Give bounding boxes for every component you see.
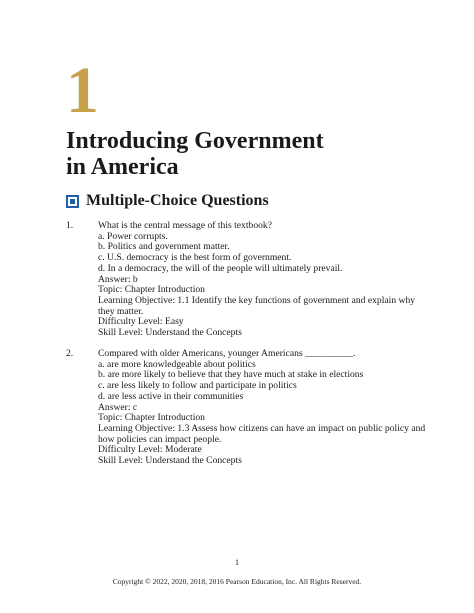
topic: Topic: Chapter Introduction [98, 412, 205, 424]
chapter-title-line-2: in America [66, 154, 179, 180]
question-stem: What is the central message of this textbook? [98, 220, 272, 231]
section-heading-text: Multiple-Choice Questions [86, 192, 269, 209]
section-heading [66, 192, 269, 210]
question-stem: Compared with older Americans, younger Americans __________. [98, 348, 356, 359]
question-number: 1. [66, 220, 74, 231]
question-2 [66, 349, 426, 467]
question-body [98, 221, 426, 339]
skill-level: Skill Level: Understand the Concepts [98, 455, 242, 467]
page-number: 1 [235, 558, 239, 567]
option-c: c. are less likely to follow and participate in politics [98, 380, 297, 392]
chapter-number: 1 [66, 54, 99, 127]
option-d: d. In a democracy, the will of the people will ultimately prevail. [98, 262, 343, 274]
question-1 [66, 221, 426, 339]
option-c: c. U.S. democracy is the best form of government. [98, 252, 292, 264]
skill-level: Skill Level: Understand the Concepts [98, 327, 242, 339]
learning-objective: Learning Objective: 1.3 Assess how citizens can have an impact on public policy and how policies can impact people. [98, 422, 426, 445]
learning-objective: Learning Objective: 1.1 Identify the key functions of government and explain why they matter. [98, 294, 416, 317]
chapter-title [66, 128, 324, 180]
answer: Answer: c [98, 401, 138, 413]
question-number: 2. [66, 348, 74, 359]
difficulty-level: Difficulty Level: Easy [98, 316, 184, 328]
option-d: d. are less active in their communities [98, 390, 244, 402]
checkbox-square-icon [66, 195, 79, 208]
option-b: b. are more likely to believe that they have much at stake in elections [98, 369, 364, 381]
answer: Answer: b [98, 273, 138, 285]
copyright-footer: Copyright © 2022, 2020, 2018, 2016 Pearson Education, Inc. All Rights Reserved. [112, 577, 362, 586]
option-a: a. Power corrupts. [98, 230, 168, 242]
difficulty-level: Difficulty Level: Moderate [98, 444, 202, 456]
question-body [98, 349, 426, 467]
topic: Topic: Chapter Introduction [98, 284, 205, 296]
chapter-title-line-1: Introducing Government [66, 128, 324, 154]
option-b: b. Politics and government matter. [98, 241, 230, 253]
option-a: a. are more knowledgeable about politics [98, 358, 256, 370]
